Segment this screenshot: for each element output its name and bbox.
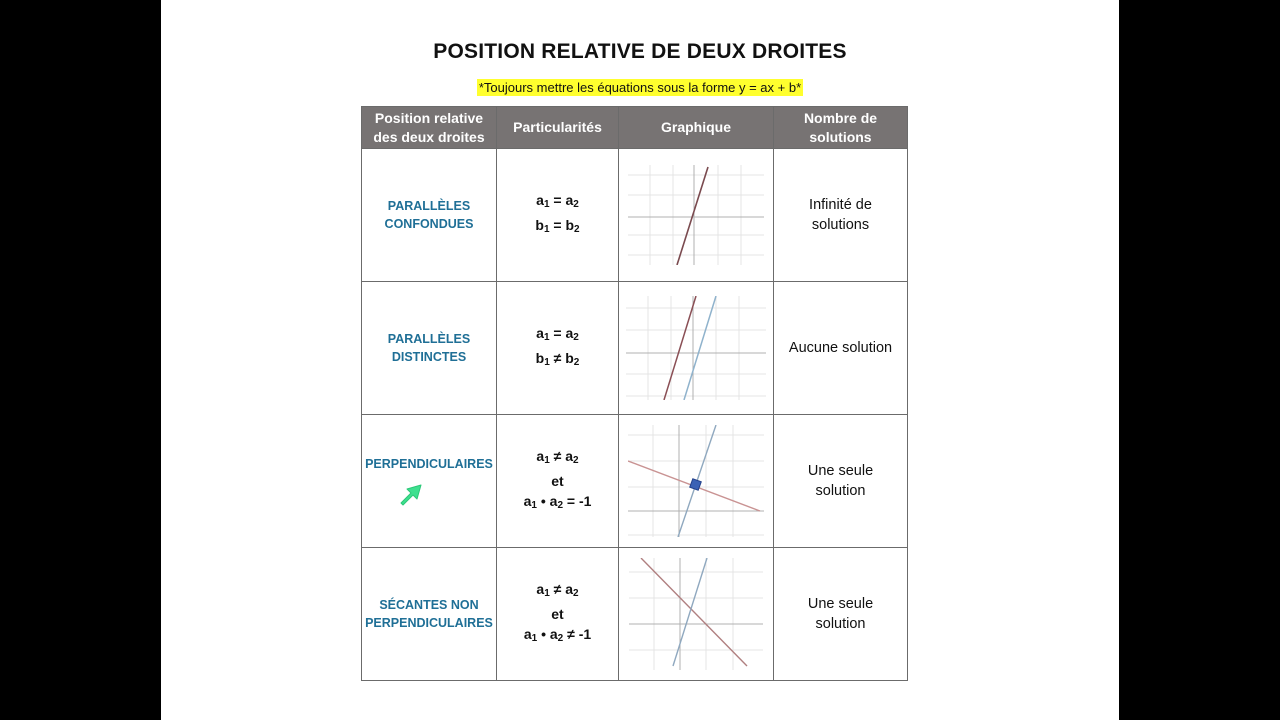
position-cell: PARALLÈLES DISTINCTES [362,282,497,415]
graph-intersecting-lines [629,558,763,670]
condition-2: $a_1$ • $a_2 = -1$ [523,493,592,511]
condition-1: $a_1 \ne a_2$ [536,448,579,466]
condition-1: $a_1 \ne a_2$ [536,581,579,599]
connector-et: et [551,473,564,489]
condition-1: $a_1 = a_2$ [536,192,579,210]
condition-2: $b_1 = b_2$ [535,217,580,235]
table-row [362,282,908,415]
particularites-cell [497,282,619,415]
condition-2: $b_1 \ne b_2$ [535,350,580,368]
header-position: Position relative des deux droites [362,107,497,149]
header-solutions: Nombre de solutions [774,107,908,149]
table-row [362,415,908,548]
graph-parallel-lines [626,296,766,400]
header-graphique: Graphique [619,107,774,149]
graph-cell [619,548,774,681]
document-page [161,0,1119,720]
graph-cell [619,282,774,415]
condition-2: $a_1$ • $a_2 \ne -1$ [523,626,592,644]
graph-perpendicular-lines [628,425,764,537]
table-row [362,548,908,681]
solutions-cell: Une seule solution [774,415,908,548]
graph-cell [619,415,774,548]
position-cell: SÉCANTES NON PERPENDICULAIRES [362,548,497,681]
header-particularites: Particularités [497,107,619,149]
solutions-cell: Aucune solution [774,282,908,415]
graph-cell [619,149,774,282]
solutions-cell: Une seule solution [774,548,908,681]
relative-position-table [361,106,908,681]
graph-coincident-lines [628,165,764,265]
green-arrow-cursor-icon [397,481,425,507]
particularites-cell [497,415,619,548]
note-line [161,79,1119,97]
particularites-cell [497,548,619,681]
condition-1: $a_1 = a_2$ [536,325,579,343]
particularites-cell [497,149,619,282]
table-header-row [362,107,908,149]
highlighted-note: *Toujours mettre les équations sous la forme y = ax + b* [478,80,802,95]
solutions-cell: Infinité de solutions [774,149,908,282]
table-row [362,149,908,282]
position-cell: PERPENDICULAIRES [362,415,497,548]
position-cell: PARALLÈLES CONFONDUES [362,149,497,282]
page-title: POSITION RELATIVE DE DEUX DROITES [433,40,847,63]
connector-et: et [551,606,564,622]
